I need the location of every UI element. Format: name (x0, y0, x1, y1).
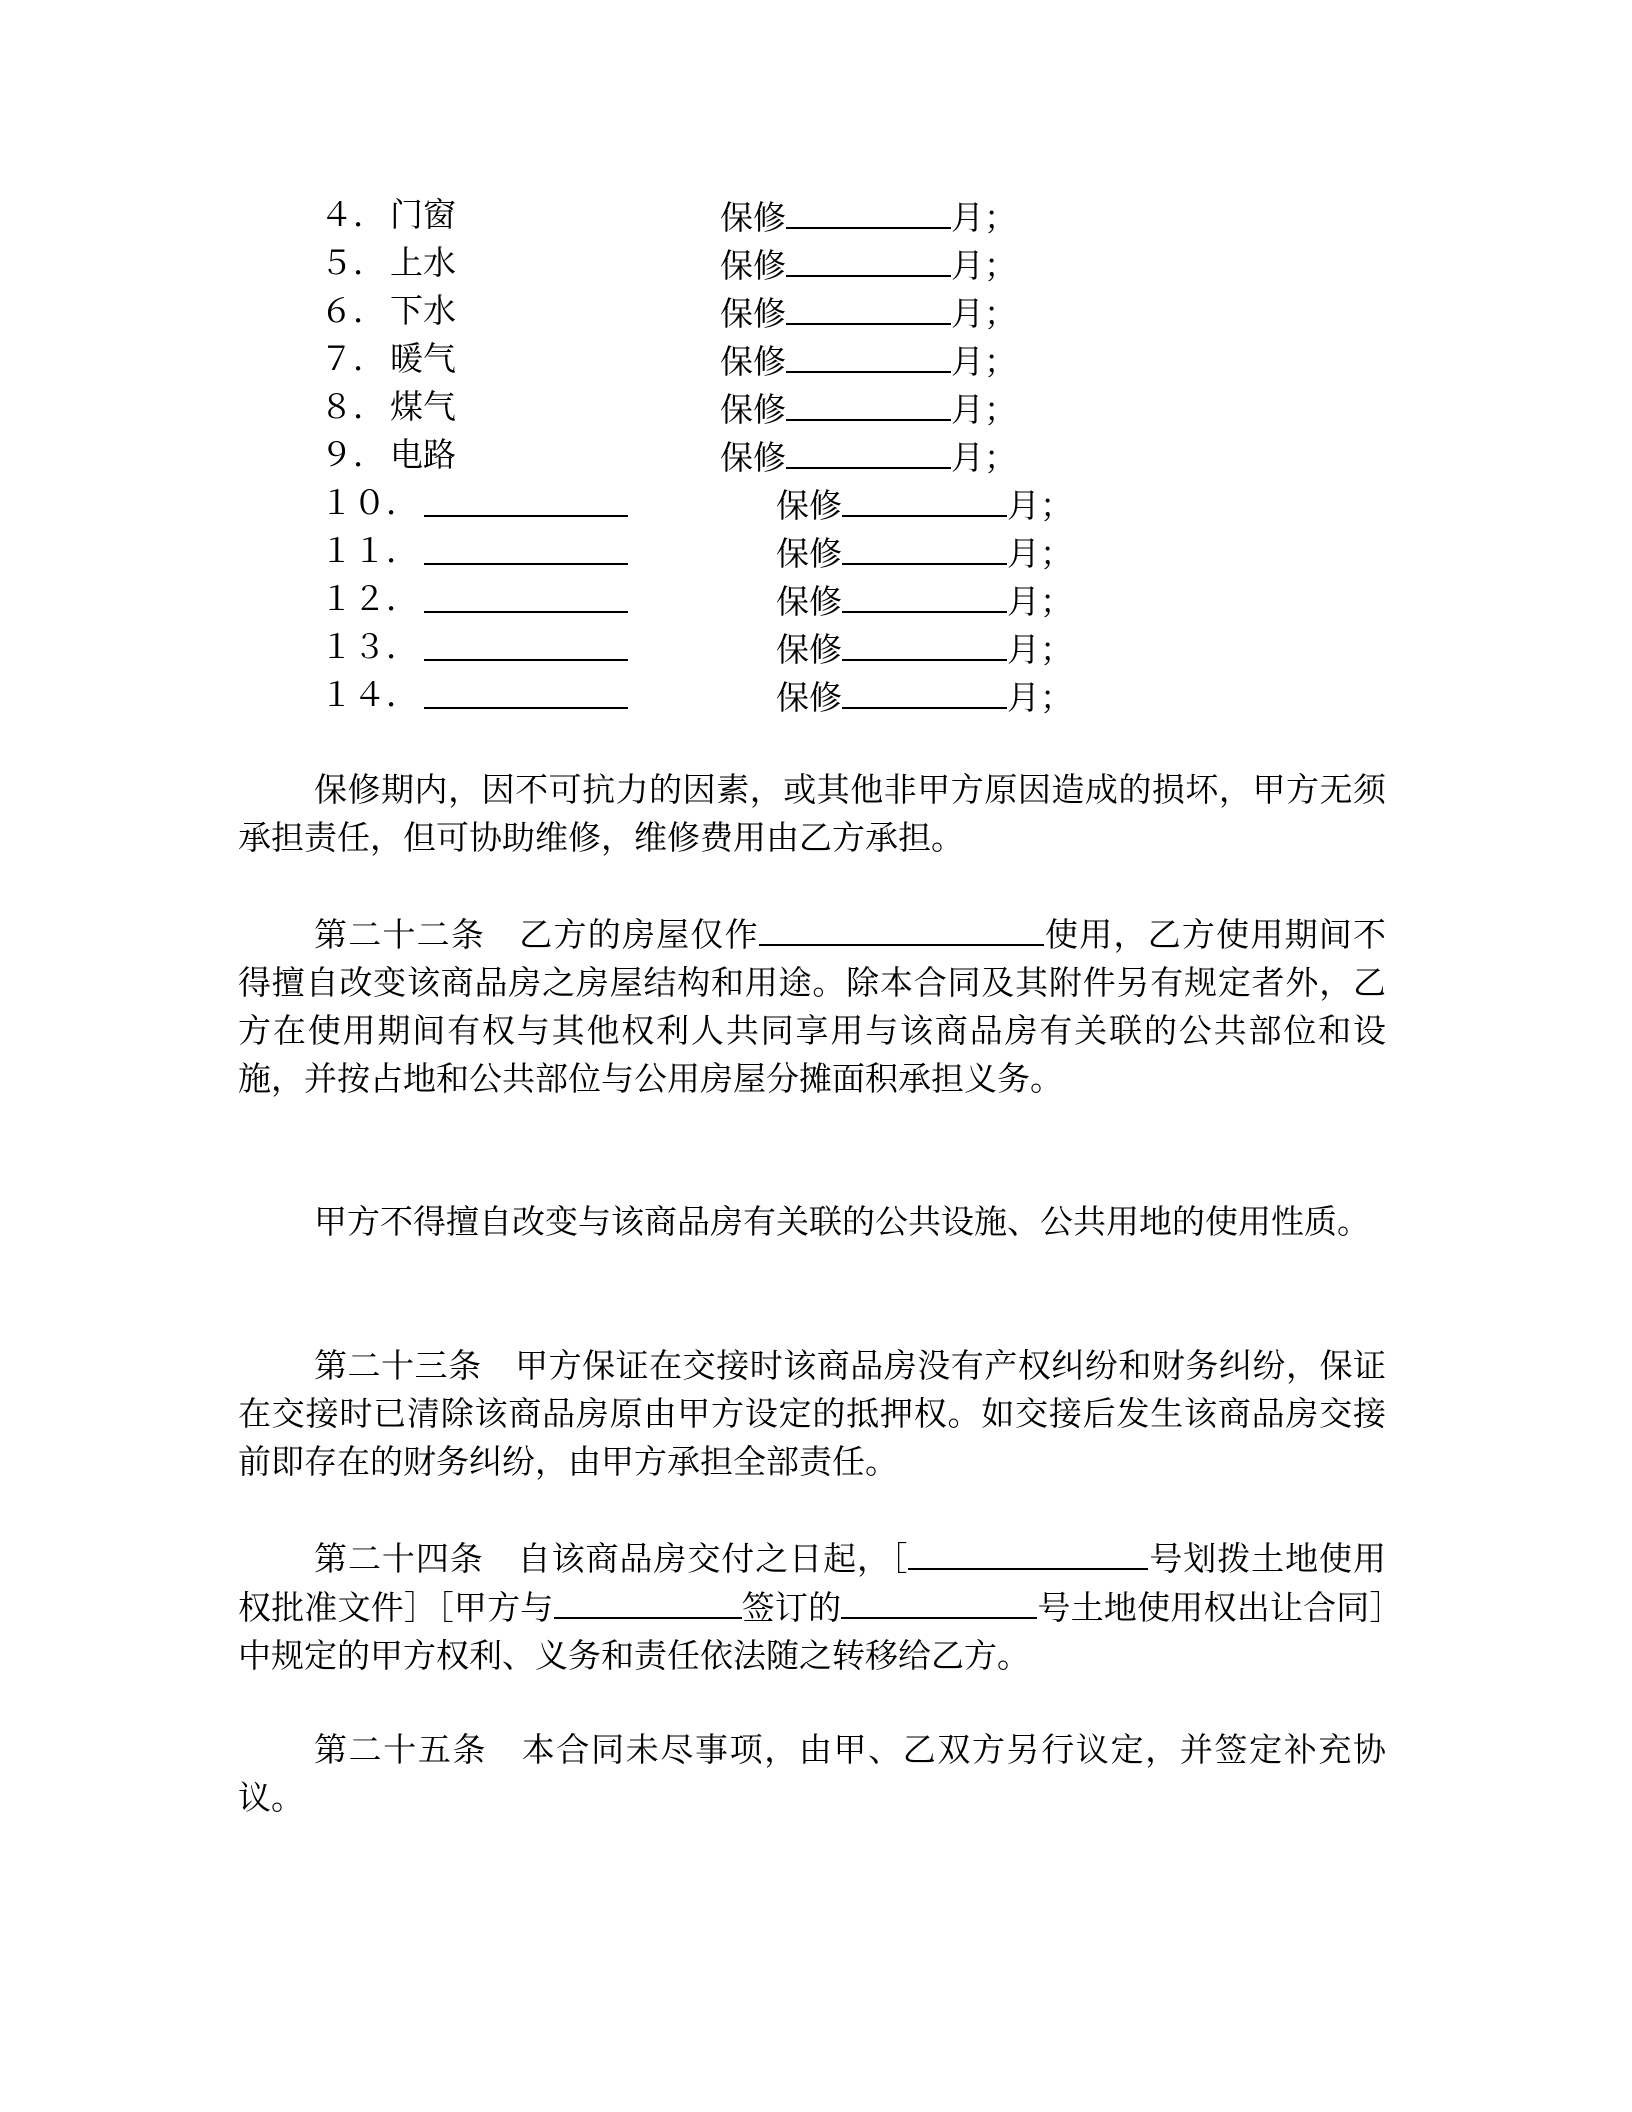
item-name-blank[interactable] (424, 575, 628, 613)
approval-number-blank[interactable] (908, 1534, 1148, 1570)
warranty-unit: 月； (951, 294, 1017, 333)
article-22-text-a: 第二十二条 乙方的房屋仅作 (314, 915, 759, 954)
article-24-paragraph (238, 1534, 1386, 1680)
article-24-text-c: 签订的 (741, 1588, 842, 1627)
item-name: 下水 (390, 291, 456, 330)
months-blank[interactable] (786, 239, 951, 277)
item-name-blank[interactable] (424, 671, 628, 709)
warranty-note-paragraph: 保修期内，因不可抗力的因素，或其他非甲方原因造成的损坏，甲方无须承担责任，但可协助维修，维修费用由乙方承担。 (238, 770, 1386, 857)
item-number: ６． (320, 291, 386, 330)
article-24-text-d: 号土地使用权出让合同］中规定的甲方权利、义务和责任依法随之转移给乙方。 (238, 1588, 1387, 1675)
months-blank[interactable] (786, 431, 951, 469)
months-blank[interactable] (786, 335, 951, 373)
article-24-text-a: 第二十四条 自该商品房交付之日起，［ (314, 1539, 909, 1578)
contract-number-blank[interactable] (841, 1583, 1037, 1619)
warranty-label: 保修 (720, 294, 786, 333)
public-facilities-paragraph: 甲方不得擅自改变与该商品房有关联的公共设施、公共用地的使用性质。 (314, 1202, 1370, 1241)
item-name: 门窗 (390, 195, 456, 234)
item-number: ７． (320, 339, 386, 378)
warranty-unit: 月； (1007, 678, 1073, 717)
months-blank[interactable] (842, 527, 1007, 565)
article-23-paragraph: 第二十三条 甲方保证在交接时该商品房没有产权纠纷和财务纠纷，保证在交接时已清除该商品房原由甲方设定的抵押权。如交接后发生该商品房交接前即存在的财务纠纷，由甲方承担全部责任。 (238, 1346, 1386, 1481)
article-22-paragraph (238, 910, 1386, 1103)
item-number: ５． (320, 243, 386, 282)
warranty-label: 保修 (776, 630, 842, 669)
item-number: １４． (320, 675, 419, 714)
article-25-paragraph: 第二十五条 本合同未尽事项，由甲、乙双方另行议定，并签定补充协议。 (238, 1730, 1386, 1817)
item-name: 煤气 (390, 387, 456, 426)
usage-blank[interactable] (759, 910, 1044, 946)
warranty-label: 保修 (720, 198, 786, 237)
item-number: １３． (320, 627, 419, 666)
warranty-label: 保修 (720, 438, 786, 477)
warranty-label: 保修 (720, 390, 786, 429)
warranty-label: 保修 (776, 678, 842, 717)
months-blank[interactable] (842, 671, 1007, 709)
item-number: １０． (320, 483, 419, 522)
article-24-text-b: 号划拨土地使用权批准文件］［甲方与 (238, 1539, 1387, 1627)
party-blank[interactable] (554, 1583, 742, 1619)
item-name-blank[interactable] (424, 527, 628, 565)
warranty-unit: 月； (951, 198, 1017, 237)
warranty-label: 保修 (776, 486, 842, 525)
warranty-unit: 月； (1007, 486, 1073, 525)
warranty-label: 保修 (776, 582, 842, 621)
item-number: ４． (320, 195, 386, 234)
item-number: ８． (320, 387, 386, 426)
months-blank[interactable] (842, 623, 1007, 661)
item-name: 上水 (390, 243, 456, 282)
months-blank[interactable] (842, 575, 1007, 613)
months-blank[interactable] (842, 479, 1007, 517)
item-name: 暖气 (390, 339, 456, 378)
item-name: 电路 (390, 435, 456, 474)
warranty-unit: 月； (951, 246, 1017, 285)
article-22-text-b: 使用，乙方使用期间不得擅自改变该商品房之房屋结构和用途。除本合同及其附件另有规定者外，乙方在使用期间有权与其他权利人共同享用与该商品房有关联的公共部位和设施，并按占地和公共部位与公用房屋分摊面积承担义务。 (238, 915, 1387, 1098)
item-name-blank[interactable] (424, 623, 628, 661)
warranty-label: 保修 (720, 246, 786, 285)
months-blank[interactable] (786, 287, 951, 325)
item-number: １１． (320, 531, 419, 570)
warranty-label: 保修 (720, 342, 786, 381)
item-number: １２． (320, 579, 419, 618)
item-number: ９． (320, 435, 386, 474)
months-blank[interactable] (786, 191, 951, 229)
warranty-unit: 月； (1007, 630, 1073, 669)
warranty-unit: 月； (951, 438, 1017, 477)
warranty-label: 保修 (776, 534, 842, 573)
warranty-unit: 月； (1007, 582, 1073, 621)
months-blank[interactable] (786, 383, 951, 421)
warranty-unit: 月； (1007, 534, 1073, 573)
warranty-unit: 月； (951, 342, 1017, 381)
item-name-blank[interactable] (424, 479, 628, 517)
warranty-unit: 月； (951, 390, 1017, 429)
